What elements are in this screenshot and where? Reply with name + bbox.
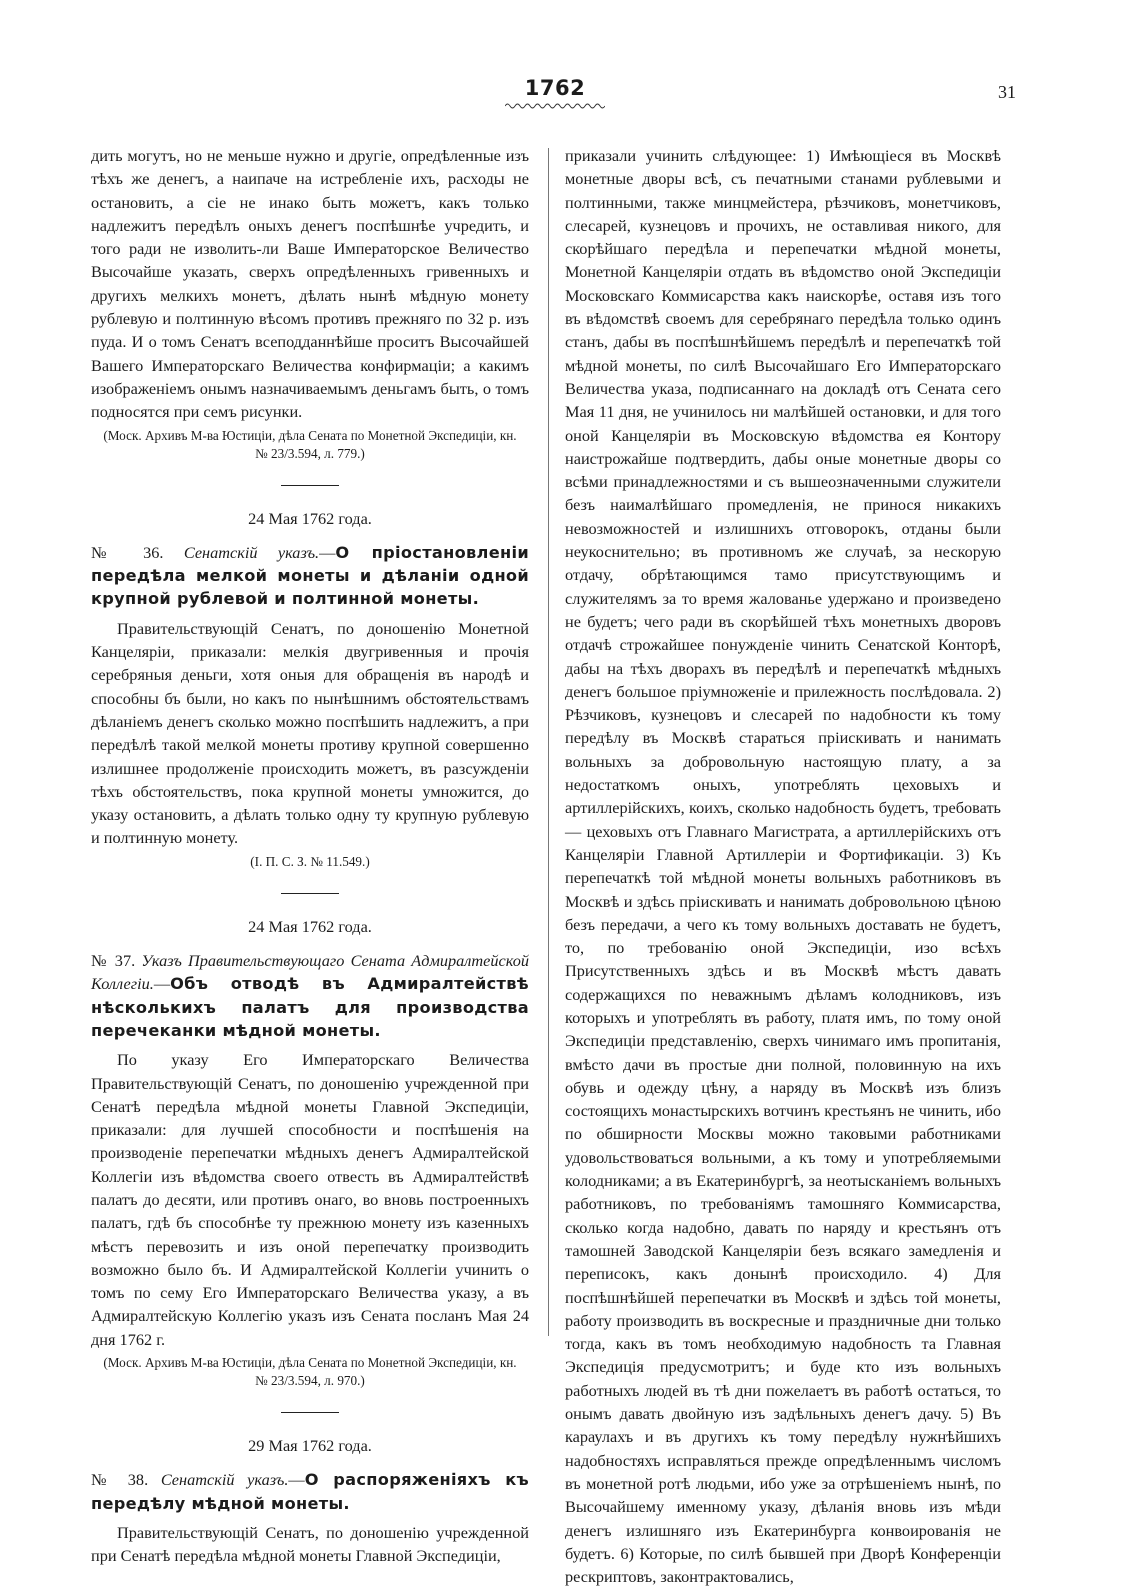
decree-continuation-text: приказали учинить слѣдующее: 1) Имѣющіеся въ Москвѣ монетные дворы всѣ, съ печатными станами рублевыми и полтинными, также минцмейстера, рѣзчиковъ, монетчиковъ, слесарей, кузнецовъ и прочихъ, не оставливая никого, для скорѣйшаго передѣла и перепечатки мѣдной монеты, Монетной Канцеляріи отдать въ вѣдомство оной Экспедиціи Московскаго Коммисарства какъ наискорѣе, оставя изъ того въ вѣдомствѣ своемъ для серебрянаго передѣла только одинъ станъ, дабы въ поспѣшнѣйшемъ передѣлѣ и перепечаткѣ той мѣдной монеты, по силѣ Высочайшаго Его Императорскаго Величества указа, подписаннаго на докладѣ отъ Сената сего Мая 11 дня, не учинилось ни малѣйшей остановки, и для того оной Канцеляріи въ Московскую вѣдомства ея Контору наистрожайше подтвердить, дабы оные монетные дворы со всѣми принадлежностями и съ вышеозначенными служители безъ наималѣйшаго промедленія, не принося никакихъ невозможностей и излишнихъ отговорокъ, отданы были неукоснительно; въ противномъ же случаѣ, за нескорую отдачу, обрѣтающимся тамо присутствующимъ и служителямъ за то время жалованье удержано и произведено не будетъ; чего ради въ скорѣйшей тѣхъ монетныхъ дворовъ отдачѣ строжайшее понужденіе чинить Сенатской Конторѣ, дабы на тѣхъ дворахъ въ передѣлѣ и перепечаткѣ мѣдныхъ денегъ большое пріумноженіе и прилежность послѣдовала. 2) Рѣзчиковъ, кузнецовъ и слесарей по надобности къ тому передѣлу въ Москвѣ стараться пріискивать и нанимать вольныхъ за добровольную настоящую плату, а за недостаткомъ оныхъ, употреблять цеховыхъ и артиллерійскихъ, коихъ, сколько надобность будетъ, требовать — цеховыхъ отъ Главнаго Магистрата, а артиллерійскихъ отъ Канцеляріи Главной Артиллеріи и Фортификаціи. 3) Къ перепечаткѣ той мѣдной монеты вольныхъ работниковъ въ Москвѣ и здѣсь пріискивать и нанимать добровольною цѣною безъ передачи, а чего къ тому вольныхъ доставать не будетъ, то, по требованію оной Экспедиціи, изо всѣхъ Присутственныхъ здѣсь и въ Москвѣ мѣстъ давать содержащихся по неважнымъ дѣламъ колодниковъ, изъ которыхъ и употреблять въ работу, платя имъ, по тому оной Экспедиціи представленію, сверхъ чинимаго имъ пропитанія, вмѣсто дачи въ простые дни полной, половинную на ихъ обувь и одежду цѣну, а наряду въ Москвѣ изъ близъ состоящихъ монастырскихъ вотчинъ крестьянъ не чинить, ибо по обширности Москвы можно таковыми работниками удовольствоваться вольными, а къ тому и употребляемыми колодниками; а въ Екатеринбургѣ, за неотысканіемъ вольныхъ работниковъ, по требованіямъ тамошняго Коммисарства, сколько когда надобно, давать по наряду и крестьянъ отъ тамошней Заводской Канцеляріи безъ всякаго замедленія и переписокъ, какъ донынѣ происходило. 4) Для поспѣшнѣйшей перепечатки въ Москвѣ и здѣсь той монеты, работу производить въ воскресные и праздничные дни только тогда, какъ въ томъ необходимую надобность та Главная Экспедиція предусмотритъ; и буде кто изъ вольныхъ работныхъ людей въ тѣ дни пожелаетъ въ работѣ остаться, то онымъ давать двойную изъ задѣльныхъ денегъ дачу. 5) Въ караулахъ и въ другихъ къ тому передѣлу нужнѣйшихъ надобностяхъ исправляться прежде опредѣленнымъ числомъ въ монетной ротѣ людьми, ибо уже за отрѣшеніемъ нынѣ, по Высочайшему именному указу, дѣланія вновь изъ мѣди денегъ излишняго изъ Екатеринбурга конвоированія не будетъ. 6) Которые, по силѣ бывшей при Дворѣ Конференціи рескриптовъ, законтрактовались,: [565, 146, 1001, 1587]
section-separator: [281, 1412, 339, 1413]
decree-number: № 38.: [91, 1470, 149, 1490]
decree-title: Объ отводѣ въ Адмиралтействѣ нѣсколькихъ палатъ для производства перечеканки мѣдной монеты.: [91, 974, 529, 1040]
section-separator: [281, 893, 339, 894]
page-number: 31: [998, 82, 1016, 102]
decree-body: По указу Его Императорскаго Величества Правительствующій Сенатъ, по доношенію учрежденной при Сенатѣ передѣла мѣдной монеты Главной Экспедиціи, приказали: для лучшей способности и поспѣшенія на производеніе перепечатки мѣдныхъ денегъ Адмиралтейской Коллегіи изъ вѣдомства своего отвесть въ Адмиралтействѣ палатъ до десяти, или противъ онаго, во вновь построенныхъ палатъ, гдѣ бъ способнѣе ту прежнюю монету изъ казенныхъ мѣстъ перевозить и изъ оной перепечатку производить возможно было бъ. И Адмиралтейской Коллегіи учинить о томъ по сему Его Императорскаго Величества указу, а въ Адмиралтейскую Коллегію указъ изъ Сената посланъ Мая 24 дня 1762 г.: [91, 1050, 529, 1349]
heading-dash: —: [319, 542, 336, 562]
heading-dash: —: [153, 974, 171, 994]
decree-date: 29 Мая 1762 года.: [248, 1436, 372, 1456]
decree-source-note: (I. П. С. З. № 11.549.): [250, 853, 370, 869]
decree-heading: [91, 1468, 529, 1515]
column-divider: [548, 148, 549, 1336]
heading-dash: —: [288, 1470, 305, 1490]
decree-title: О распоряженіяхъ къ передѣлу мѣдной монеты.: [91, 1470, 529, 1513]
decree-body: Правительствующій Сенатъ, по доношенію учрежденной при Сенатѣ передѣла мѣдной монеты Главной Экспедиціи,: [91, 1522, 529, 1566]
wavy-underline-ornament: [505, 102, 605, 110]
decree-source-note: (Моск. Архивъ М-ва Юстиціи, дѣла Сената по Монетной Экспедиціи, кн. № 23/3.594, л. 970.): [103, 1355, 517, 1389]
decree-number: № 37.: [91, 951, 136, 971]
right-column: [565, 144, 1001, 1588]
decree-date: 24 Мая 1762 года.: [248, 508, 372, 528]
continuation-paragraph: дить могутъ, но не меньше нужно и другіе, опредѣленные изъ тѣхъ же денегъ, а наипаче на истребленіе ихъ, расходы не остановить, а сіе не инако быть можетъ, какъ только надлежитъ передѣлъ оныхъ денегъ поспѣшнѣе учредить, и того ради не изволить-ли Ваше Императорское Величество Высочайше указать, сверхъ опредѣленныхъ гривенныхъ и другихъ мелкихъ монетъ, дѣлать нынѣ мѣдную монету рублевую и полтинную вѣсомъ противъ прежняго по 32 р. изъ пуда. И о томъ Сенатъ всеподданнѣйше проситъ Высочайшей Вашего Императорскаго Величества конфирмаціи; а какимъ изображеніемъ онымъ назначиваемымъ деньгамъ быть, о томъ подносятся при семъ рисунки.: [91, 146, 529, 422]
decree-heading: [91, 541, 529, 611]
decree-type: Сенатскій указъ.: [183, 542, 320, 562]
section-separator: [281, 485, 339, 486]
running-head-year: 1762: [524, 76, 586, 100]
decree-date: 24 Мая 1762 года.: [248, 916, 372, 936]
decree-number: № 36.: [91, 542, 164, 562]
decree-type: Сенатскій указъ.: [160, 1470, 289, 1490]
decree-body: Правительствующій Сенатъ, по доношенію Монетной Канцеляріи, приказали: мелкія двугривенныя и прочія серебряныя деньги, хотя оныя для обращенія въ народѣ и способны бъ были, но какъ по нынѣшнимъ обстоятельствамъ дѣланіемъ денегъ сколько можно поспѣшить надлежитъ, а при передѣлѣ такой мелкой монеты противу крупной совершенно излишнее продолженіе происходить можетъ, въ разсужденіи тѣхъ обстоятельствъ, пока крупной монеты умножится, до указу остановить, а дѣлать только одну ту крупную рублевую и полтинную монету.: [91, 618, 529, 848]
decree-heading: [91, 949, 529, 1042]
left-column: [91, 144, 529, 1568]
page-header: [0, 76, 1140, 116]
archive-source-note: (Моск. Архивъ М-ва Юстиціи, дѣла Сената по Монетной Экспедиціи, кн. № 23/3.594, л. 779.): [103, 427, 517, 461]
decree-title: О пріостановленіи передѣла мелкой монеты и дѣланіи одной крупной рублевой и полтинной монеты.: [91, 542, 529, 609]
decree-type: Указъ Правительствующаго Сената Адмиралтейской Коллегіи.: [91, 951, 529, 994]
